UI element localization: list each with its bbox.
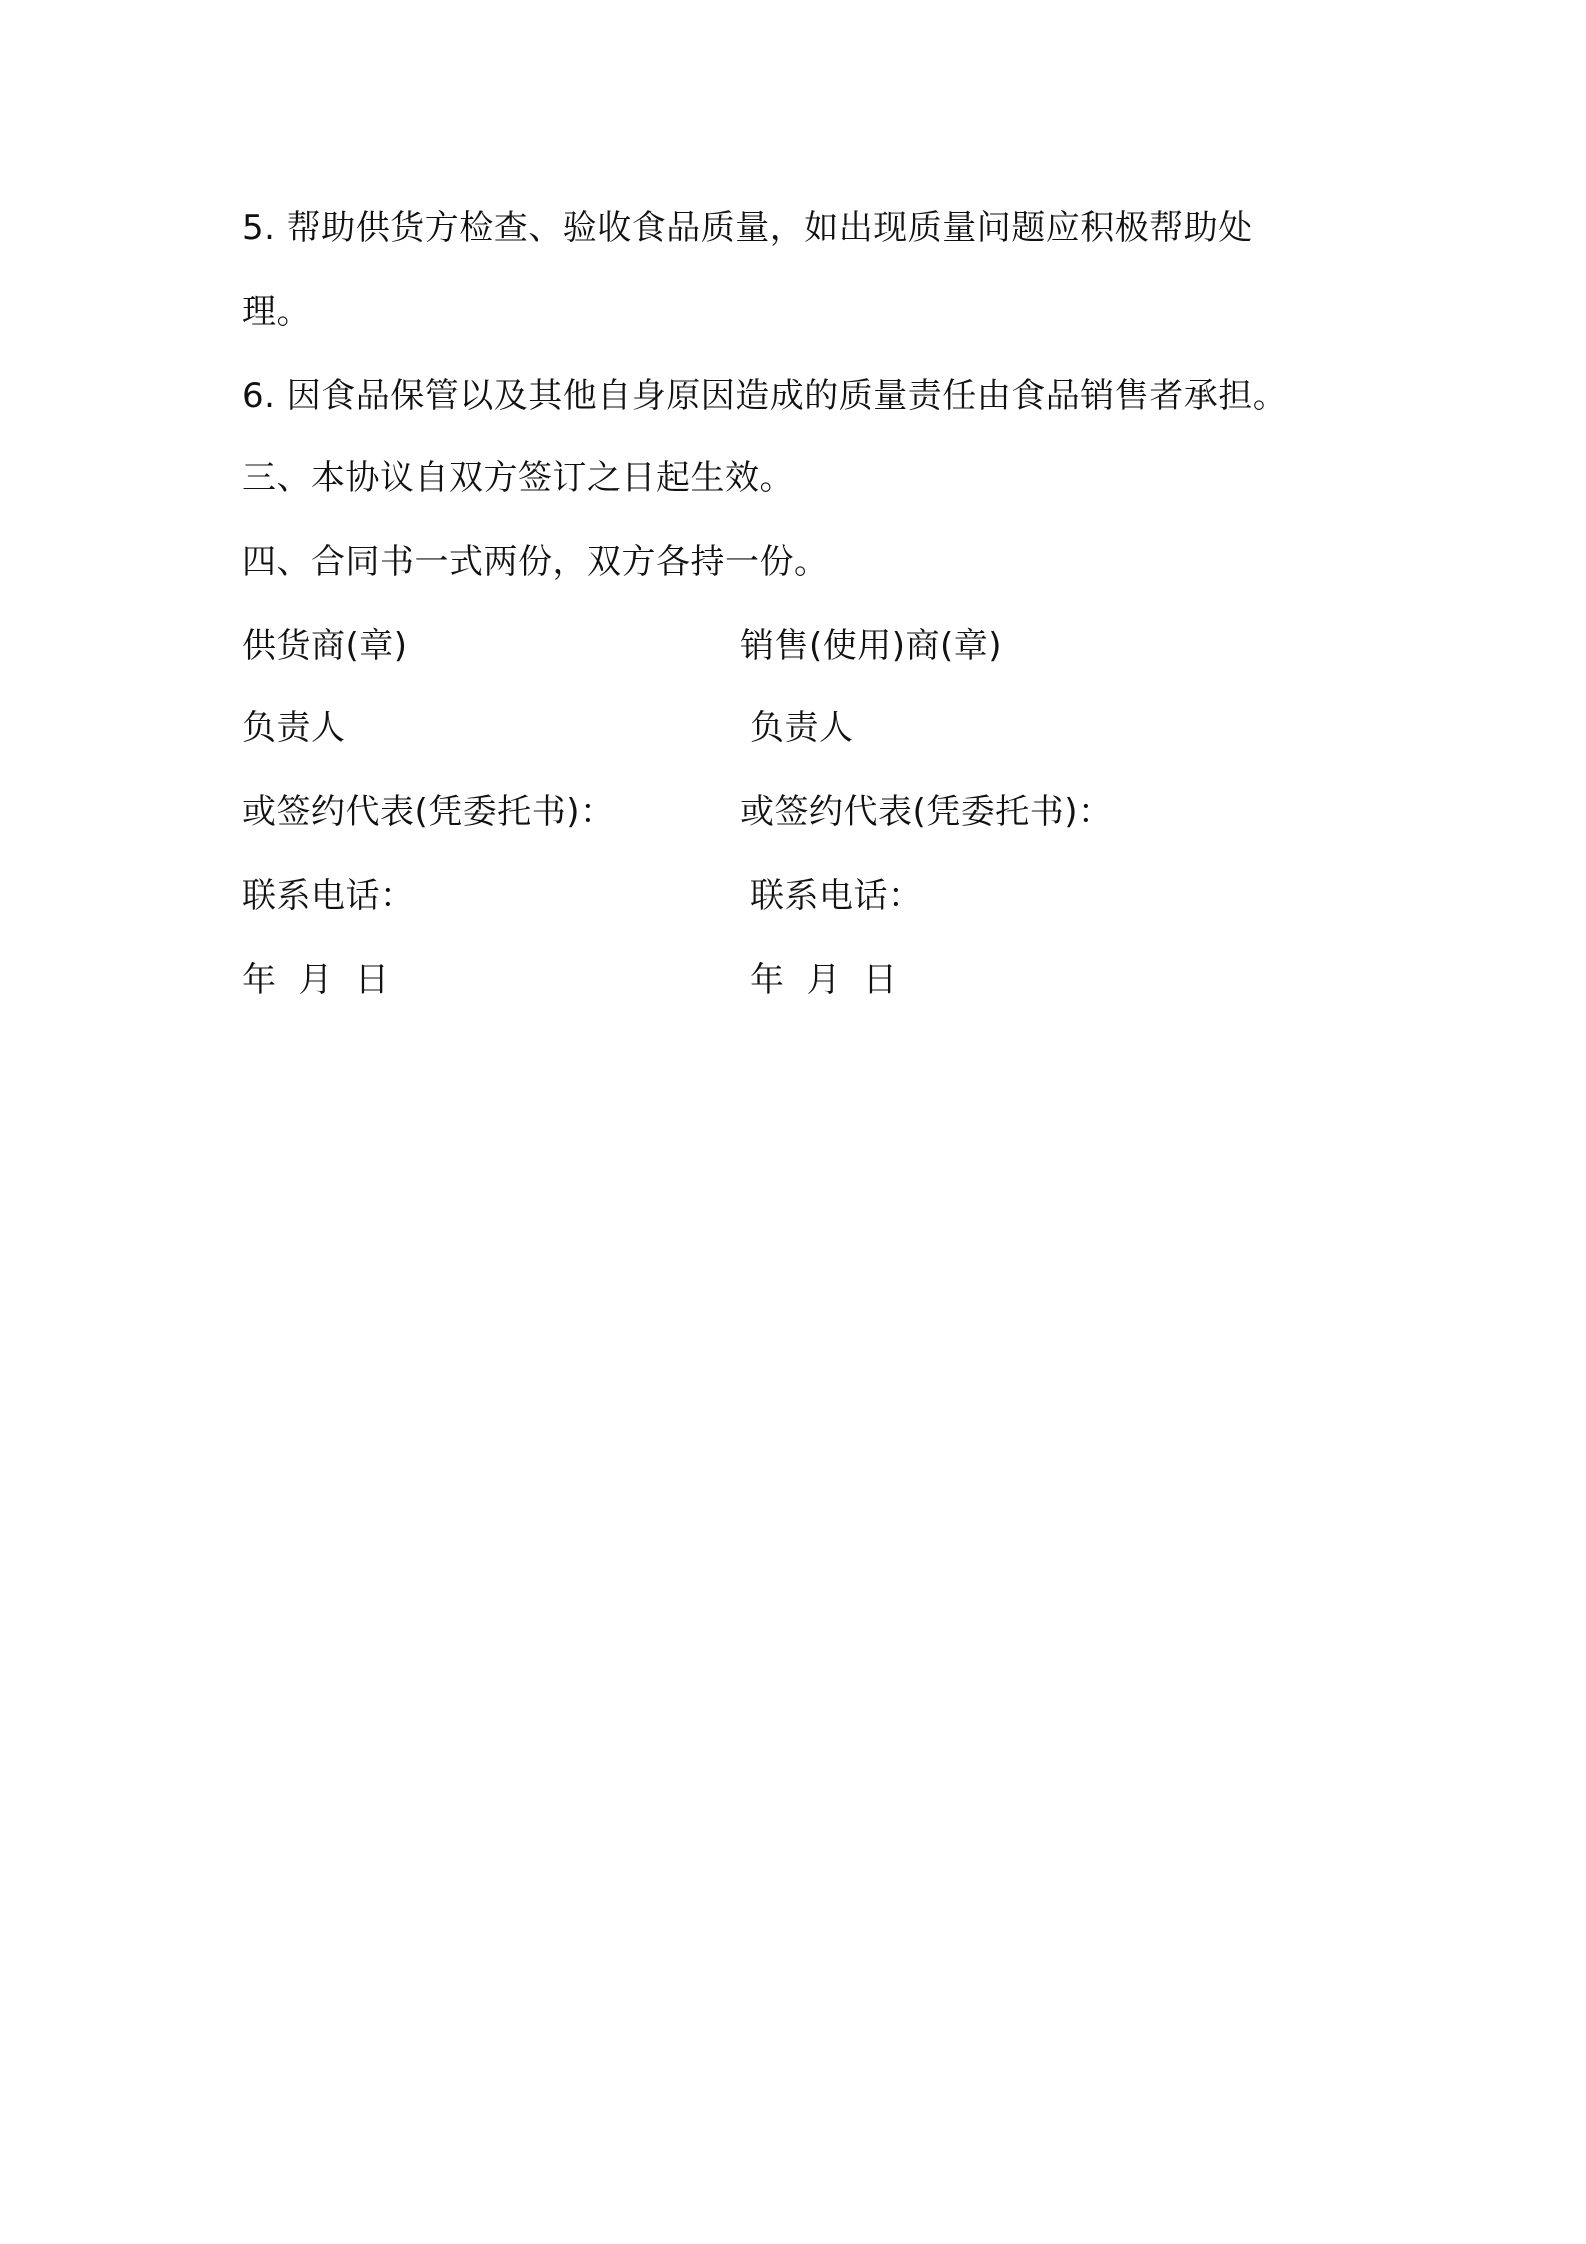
section-4-copies: 四、合同书一式两份，双方各持一份。 (242, 542, 829, 582)
clause-6: 6. 因食品保管以及其他自身原因造成的质量责任由食品销售者承担。 (242, 376, 1288, 416)
clause-5-line-1: 5. 帮助供货方检查、验收食品质量，如出现质量问题应积极帮助处 (242, 208, 1253, 248)
seller-date (750, 960, 898, 1000)
supplier-date (242, 960, 390, 1000)
signature-date-row (242, 960, 1342, 1000)
signature-responsible-row (242, 708, 1342, 748)
supplier-date-month: 月 (298, 960, 333, 1000)
supplier-responsible: 负责人 (242, 708, 346, 748)
supplier-title: 供货商(章) (242, 626, 408, 666)
clause-5-line-2: 理。 (242, 292, 311, 332)
section-3-effective: 三、本协议自双方签订之日起生效。 (242, 458, 794, 498)
supplier-date-day: 日 (355, 960, 390, 1000)
supplier-representative: 或签约代表(凭委托书)： (242, 792, 615, 832)
seller-responsible: 负责人 (750, 708, 854, 748)
seller-phone: 联系电话： (750, 876, 923, 916)
seller-date-year: 年 (750, 960, 785, 1000)
signature-title-row (242, 626, 1342, 666)
seller-date-month: 月 (806, 960, 841, 1000)
supplier-date-year: 年 (242, 960, 277, 1000)
signature-representative-row (242, 792, 1342, 832)
seller-representative: 或签约代表(凭委托书)： (740, 792, 1113, 832)
signature-phone-row (242, 876, 1342, 916)
seller-title: 销售(使用)商(章) (740, 626, 1003, 666)
supplier-phone: 联系电话： (242, 876, 415, 916)
seller-date-day: 日 (863, 960, 898, 1000)
